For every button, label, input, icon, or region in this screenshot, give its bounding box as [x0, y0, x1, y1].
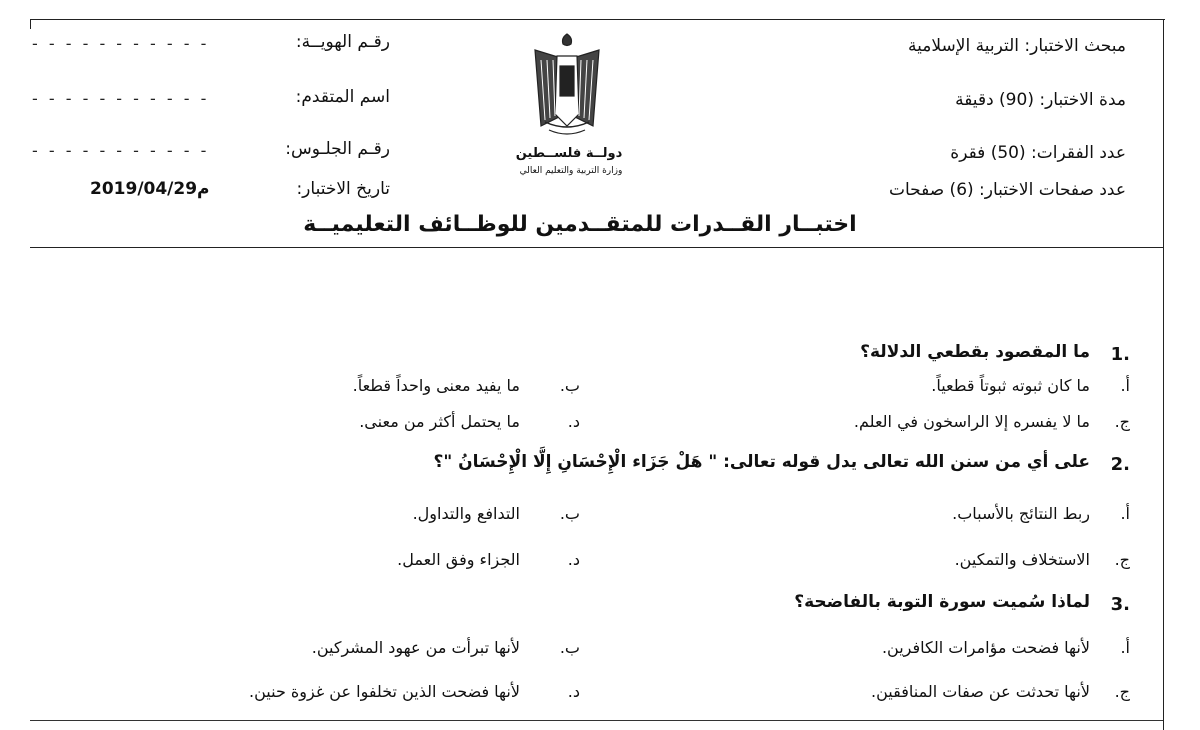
q2-option-a[interactable]: ربط النتائج بالأسباب.: [952, 504, 1090, 523]
question-1-number: 1.: [1110, 344, 1130, 365]
q2-option-d[interactable]: الجزاء وفق العمل.: [397, 550, 520, 569]
seat-label: رقـم الجلـوس:: [285, 139, 390, 159]
q3-option-c[interactable]: لأنها تحدثت عن صفات المنافقين.: [871, 682, 1090, 701]
q2-option-b-letter: ب.: [559, 504, 580, 523]
q3-option-c-letter: ج.: [1114, 682, 1130, 701]
frame-top-border: [30, 19, 1165, 20]
q1-option-c[interactable]: ما لا يفسره إلا الراسخون في العلم.: [853, 412, 1090, 431]
q2-option-c[interactable]: الاستخلاف والتمكين.: [954, 550, 1090, 569]
exam-title: اختبــار القــدرات للمتقــدمين للوظــائف التعليميــة: [303, 212, 857, 237]
id-label: رقـم الهويــة:: [295, 32, 390, 52]
frame-right-border: [1163, 19, 1164, 730]
question-2-text: على أي من سنن الله تعالى يدل قوله تعالى: " هَلْ جَزَاء الْإِحْسَانِ إِلَّا الْإِحْسَانُ "؟: [433, 452, 1090, 472]
q3-option-a-letter: أ.: [1120, 638, 1130, 657]
name-dashes: - - - - - - - - - - -: [32, 89, 210, 108]
seat-dashes: - - - - - - - - - - -: [32, 141, 210, 160]
q1-option-d[interactable]: ما يحتمل أكثر من معنى.: [359, 412, 520, 431]
q2-option-d-letter: د.: [567, 550, 580, 569]
q3-option-d[interactable]: لأنها فضحت الذين تخلفوا عن غزوة حنين.: [249, 682, 520, 701]
title-underline: [30, 247, 1163, 248]
state-name: دولــة فلســطين: [515, 146, 623, 161]
page-bottom-border: [30, 720, 1163, 721]
q1-option-a-letter: أ.: [1120, 376, 1130, 395]
q1-option-a[interactable]: ما كان ثبوته ثبوتاً قطعياً.: [931, 376, 1090, 395]
q3-option-b[interactable]: لأنها تبرأت من عهود المشركين.: [311, 638, 520, 657]
question-1-text: ما المقصود بقطعي الدلالة؟: [860, 342, 1090, 362]
question-2-number: 2.: [1110, 454, 1130, 475]
ministry-name: وزارة التربية والتعليم العالي: [519, 166, 623, 176]
q3-option-d-letter: د.: [567, 682, 580, 701]
q1-option-b-letter: ب.: [559, 376, 580, 395]
q1-option-c-letter: ج.: [1114, 412, 1130, 431]
q2-option-b[interactable]: التدافع والتداول.: [412, 504, 520, 523]
items-count-line: عدد الفقرات: (50) فقرة: [950, 143, 1126, 163]
q3-option-b-letter: ب.: [559, 638, 580, 657]
name-label: اسم المتقدم:: [295, 87, 390, 107]
date-value: 2019/04/29م: [90, 179, 210, 199]
date-label: تاريخ الاختبار:: [296, 179, 390, 199]
question-3-number: 3.: [1110, 594, 1130, 615]
duration-line: مدة الاختبار: (90) دقيقة: [955, 90, 1126, 110]
pages-count-line: عدد صفحات الاختبار: (6) صفحات: [888, 180, 1126, 200]
q1-option-d-letter: د.: [567, 412, 580, 431]
subject-line: مبحث الاختبار: التربية الإسلامية: [908, 36, 1126, 56]
q1-option-b[interactable]: ما يفيد معنى واحداً قطعاً.: [352, 376, 520, 395]
q2-option-c-letter: ج.: [1114, 550, 1130, 569]
q2-option-a-letter: أ.: [1120, 504, 1130, 523]
q3-option-a[interactable]: لأنها فضحت مؤامرات الكافرين.: [881, 638, 1090, 657]
frame-left-tick: [30, 19, 31, 29]
id-dashes: - - - - - - - - - - -: [32, 34, 210, 53]
question-3-text: لماذا سُميت سورة التوبة بالفاضحة؟: [794, 592, 1090, 612]
palestine-eagle-emblem-icon: [527, 30, 607, 142]
